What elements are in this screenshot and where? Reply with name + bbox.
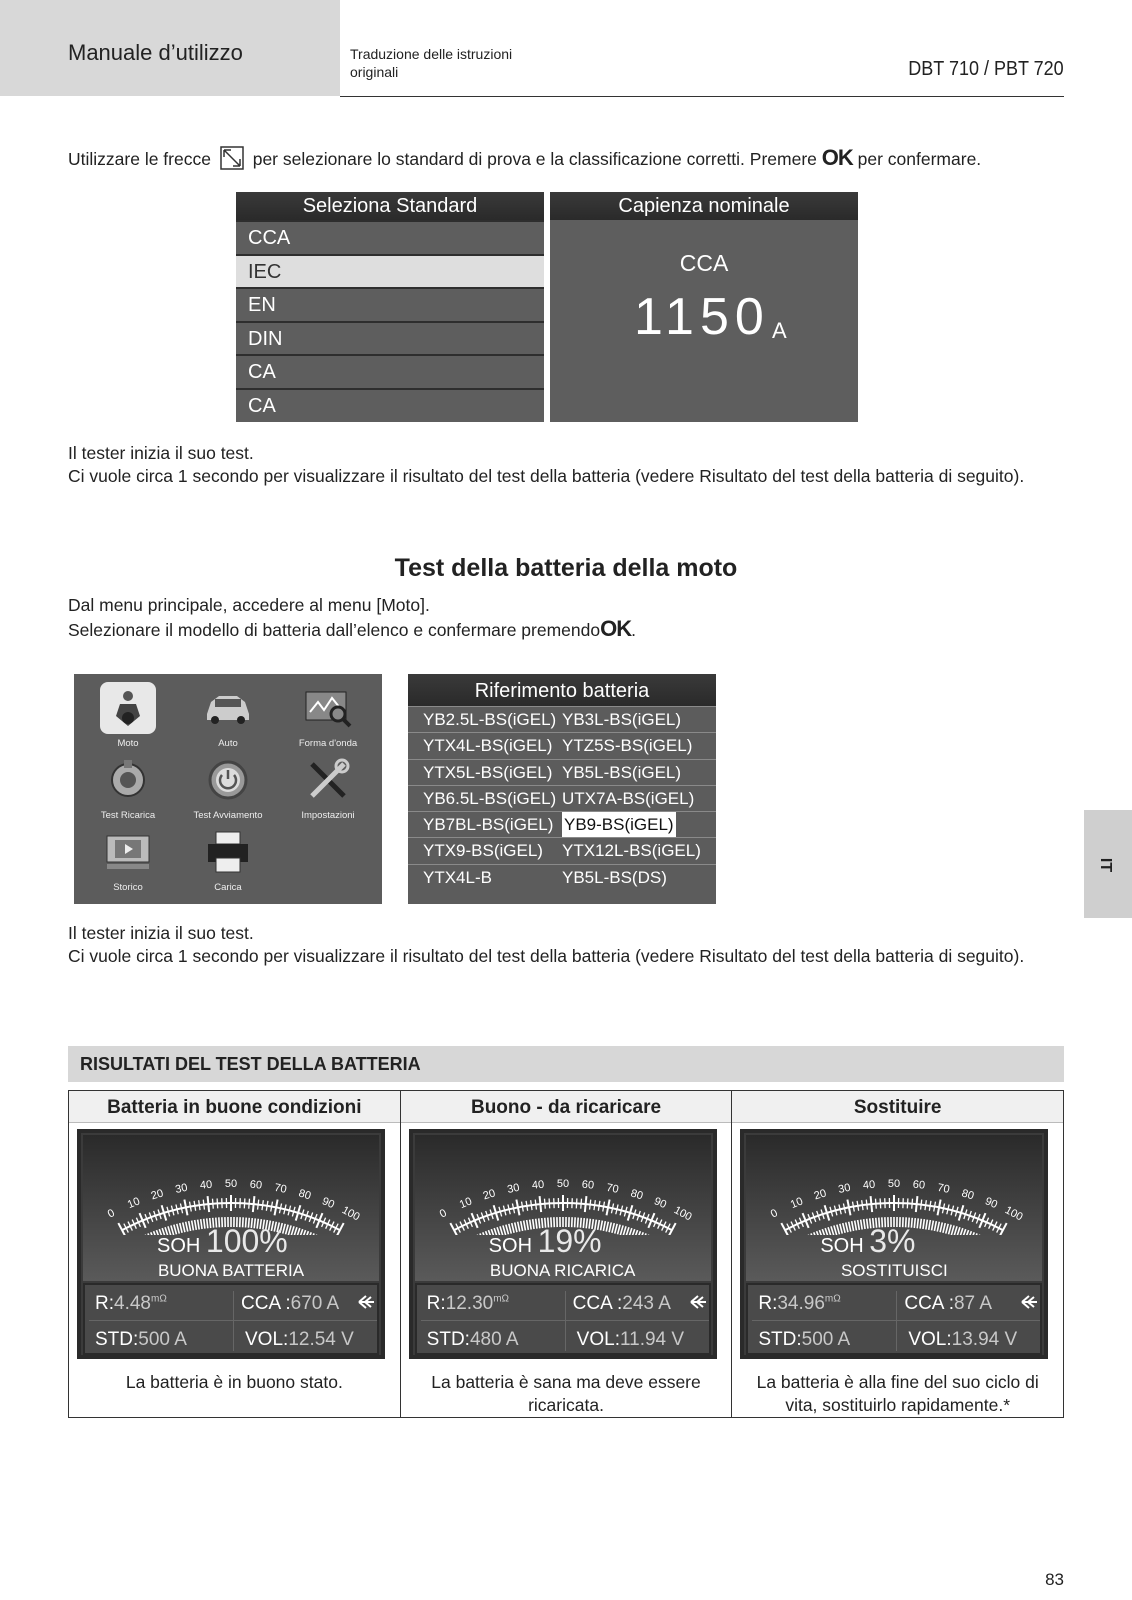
car-icon — [200, 682, 256, 734]
capacity-standard: CCA — [679, 250, 729, 276]
gauge-scale-label: 100 — [1003, 1204, 1025, 1224]
battery-reference-screen — [408, 674, 716, 904]
gauge-tick — [262, 1200, 263, 1210]
result-description: La batteria è alla fine del suo ciclo di vita, sostituirlo rapidamente.* — [756, 1372, 1039, 1415]
gauge-tick — [258, 1200, 259, 1210]
arrow-left-icon — [1020, 1294, 1038, 1310]
results-table — [68, 1090, 1064, 1418]
gauge-tick — [862, 1200, 863, 1210]
battery-status: BUONA BATTERIA — [157, 1261, 305, 1280]
battery-row — [408, 837, 716, 863]
gauge-comb-tick — [606, 1222, 608, 1232]
test-info-paragraph-1 — [68, 442, 1068, 488]
battery-option[interactable]: YB2.5L-BS(iGEL) — [423, 710, 557, 729]
gauge-scale-label: 0 — [437, 1207, 449, 1221]
moto-line1: Dal menu principale, accedere al menu [Moto]. — [68, 595, 430, 615]
result-description: La batteria è sana ma deve essere ricaricata. — [431, 1372, 701, 1415]
gauge-scale-label: 50 — [888, 1178, 901, 1190]
gauge-comb-tick — [940, 1222, 942, 1232]
voltage-value: 11.94 V — [619, 1329, 685, 1350]
battery-gauge-screen — [77, 1129, 385, 1359]
waveform-icon — [300, 682, 356, 734]
standard-screen-title: Seleziona Standard — [236, 192, 544, 220]
gauge-tick — [249, 1199, 250, 1209]
gauge-scale-label: 30 — [174, 1181, 189, 1196]
gauge-comb-tick — [614, 1224, 616, 1234]
gauge-scale-label: 50 — [224, 1178, 238, 1190]
gauge-comb-tick — [954, 1226, 957, 1235]
gauge-tick — [857, 1201, 859, 1211]
menu-label: Forma d'onda — [298, 738, 358, 749]
gauge-comb-tick — [943, 1223, 945, 1233]
motorcycle-icon — [100, 682, 156, 734]
soh-value: 3% — [869, 1223, 916, 1259]
intro-part2: per selezionare lo standard di prova e la classificazione corretti. Premere — [252, 149, 817, 169]
battery-option[interactable]: YB5L-BS(DS) — [562, 867, 667, 887]
battery-gauge-screen — [740, 1129, 1048, 1359]
gauge-tick — [580, 1199, 581, 1209]
moto-instructions — [68, 594, 1068, 642]
cca-value: 670 A — [290, 1293, 340, 1314]
gauge-tick — [539, 1196, 541, 1212]
gauge-tick — [253, 1196, 255, 1212]
moto-line2: Selezionare il modello di batteria dall’elenco e confermare premendo — [68, 620, 601, 640]
model-name: DBT 710 / PBT 720 — [908, 58, 1064, 80]
gauge-comb-tick — [935, 1221, 937, 1231]
battery-row — [408, 864, 716, 890]
menu-item-auto[interactable] — [178, 682, 278, 749]
page-number: 83 — [1045, 1570, 1064, 1589]
gauge-tick — [208, 1196, 210, 1212]
gauge-tick — [908, 1198, 909, 1208]
standard-item[interactable]: CA — [236, 388, 544, 422]
gauge-scale-label: 80 — [960, 1187, 976, 1203]
resistance-field — [427, 1293, 509, 1315]
menu-item-charge[interactable] — [178, 826, 278, 893]
gauge-tick — [594, 1200, 595, 1210]
gauge-scale-label: 20 — [481, 1187, 497, 1203]
gauge-tick — [521, 1202, 523, 1212]
main-menu-screen — [74, 674, 382, 904]
battery-option[interactable]: YTX4L-B — [423, 867, 492, 887]
gauge-comb-tick — [620, 1225, 623, 1235]
measurement-panel — [746, 1283, 1042, 1355]
test-info-line1: Il tester inizia il suo test. — [68, 923, 254, 943]
menu-item-charge-test[interactable] — [78, 754, 178, 821]
manual-title: Manuale d’utilizzo — [68, 40, 243, 65]
gauge-comb-tick — [603, 1221, 605, 1231]
result-header: Sostituire — [732, 1091, 1063, 1123]
gauge-tick — [921, 1200, 922, 1210]
menu-item-waveform[interactable] — [278, 682, 378, 749]
gauge-comb-tick — [609, 1222, 611, 1232]
battery-option[interactable]: YB3L-BS(iGEL) — [562, 710, 682, 729]
gauge-tick — [244, 1198, 245, 1208]
voltage-field — [577, 1329, 684, 1351]
resistance-value: 34.96 — [777, 1293, 825, 1314]
gauge-scale-label: 30 — [505, 1181, 521, 1196]
battery-option[interactable]: YTX4L-BS(iGEL) — [423, 736, 553, 756]
std-label: STD: — [758, 1329, 802, 1350]
capacity-unit: A — [772, 318, 787, 343]
gauge-tick — [598, 1201, 600, 1211]
std-field — [427, 1329, 519, 1351]
panel-divider — [565, 1291, 566, 1351]
gauge-tick — [585, 1196, 587, 1212]
gauge-scale-label: 20 — [813, 1187, 829, 1203]
gauge-tick — [212, 1199, 213, 1209]
gauge-scale-label: 60 — [249, 1178, 263, 1192]
battery-reference-title: Riferimento batteria — [408, 674, 716, 706]
gauge-comb-tick — [291, 1226, 294, 1235]
header-divider — [340, 96, 1064, 97]
battery-option[interactable]: YB7BL-BS(iGEL) — [423, 815, 554, 835]
header-subtitle-line2: originali — [350, 64, 399, 80]
gauge-scale-label: 50 — [556, 1178, 569, 1190]
cca-field — [904, 1293, 992, 1315]
battery-option[interactable]: YTZ5S-BS(iGEL) — [562, 736, 693, 756]
std-value: 500 A — [801, 1329, 851, 1350]
gauge-comb-tick — [612, 1223, 614, 1233]
gauge-scale-label: 100 — [339, 1204, 362, 1224]
std-field — [758, 1329, 850, 1351]
arrows-icon — [220, 146, 244, 170]
gauge-comb-tick — [923, 1219, 924, 1229]
gauge-tick — [576, 1198, 577, 1208]
std-label: STD: — [95, 1329, 139, 1350]
gauge-comb-tick — [294, 1227, 297, 1235]
cca-label: CCA : — [904, 1293, 954, 1314]
header-subtitle-line1: Traduzione delle istruzioni — [350, 46, 513, 62]
gauge-scale-label: 0 — [769, 1207, 781, 1221]
gauge-tick — [912, 1199, 913, 1209]
battery-row — [408, 811, 716, 837]
gauge-comb-tick — [926, 1220, 928, 1230]
gauge-scale-label: 0 — [105, 1207, 117, 1221]
voltage-label: VOL: — [908, 1329, 952, 1350]
soh-label: SOH — [488, 1235, 533, 1257]
gauge-tick — [190, 1202, 192, 1212]
gauge-comb-tick — [929, 1220, 931, 1230]
alternator-icon — [100, 754, 156, 806]
cca-field — [573, 1293, 671, 1315]
standard-select-screen — [236, 192, 544, 422]
gauge-comb-tick — [946, 1224, 948, 1234]
menu-label: Test Ricarica — [100, 810, 156, 821]
gauge-comb-tick — [617, 1225, 620, 1235]
resistance-unit: mΩ — [150, 1293, 167, 1305]
voltage-label: VOL: — [576, 1329, 620, 1350]
capacity-value: 1150 — [634, 288, 770, 346]
result-header: Batteria in buone condizioni — [69, 1091, 400, 1123]
standard-item[interactable]: DIN — [236, 321, 544, 355]
capacity-screen-title: Capienza nominale — [550, 192, 858, 220]
battery-status: SOSTITUISCI — [840, 1261, 948, 1280]
std-value: 480 A — [469, 1329, 519, 1350]
menu-label: Impostazioni — [301, 810, 355, 821]
battery-row — [408, 785, 716, 811]
result-column — [401, 1091, 733, 1417]
language-tab — [1084, 810, 1132, 918]
gauge-scale-label: 90 — [320, 1195, 337, 1212]
cca-field — [241, 1293, 339, 1315]
gauge-scale — [83, 1135, 379, 1235]
gauge-tick — [930, 1201, 932, 1211]
battery-row — [408, 706, 716, 732]
arrow-left-icon — [357, 1294, 375, 1310]
result-column — [732, 1091, 1063, 1417]
resistance-label: R: — [758, 1293, 778, 1314]
gauge-tick — [194, 1201, 196, 1211]
resistance-unit: mΩ — [824, 1293, 841, 1305]
voltage-value: 12.54 V — [288, 1329, 354, 1350]
resistance-value: 4.48 — [114, 1293, 151, 1314]
gauge-tick — [853, 1202, 855, 1212]
gauge-scale — [415, 1135, 711, 1235]
gauge-comb-tick — [920, 1219, 921, 1229]
battery-option-selected[interactable]: YB9-BS(iGEL) — [562, 812, 676, 837]
gauge-tick — [203, 1200, 204, 1210]
test-info-line1: Il tester inizia il suo test. — [68, 443, 254, 463]
intro-part1: Utilizzare le frecce — [68, 149, 211, 169]
soh-readout — [157, 1223, 288, 1260]
resistance-unit: mΩ — [493, 1293, 510, 1305]
gauge-scale — [746, 1135, 1042, 1235]
cca-value: 87 A — [953, 1293, 993, 1314]
gauge-tick — [544, 1199, 545, 1209]
measurement-panel — [415, 1283, 711, 1355]
gauge-tick — [549, 1198, 550, 1208]
gauge-scale-label: 10 — [789, 1195, 806, 1212]
battery-option[interactable]: UTX7A-BS(iGEL) — [562, 788, 695, 808]
soh-readout — [489, 1223, 602, 1260]
gauge-tick — [602, 1202, 604, 1212]
section-title: Test della batteria della moto — [394, 554, 738, 582]
battery-row — [408, 732, 716, 758]
std-value: 500 A — [138, 1329, 187, 1350]
gauge-scale-label: 10 — [457, 1195, 474, 1212]
test-info-paragraph-2 — [68, 922, 1068, 968]
gauge-tick — [867, 1200, 868, 1210]
panel-divider — [896, 1291, 897, 1351]
test-info-line2: Ci vuole circa 1 secondo per visualizzare il risultato del test della batteria (vedere Risultato del test della batteria di seguito). — [68, 466, 1025, 486]
battery-gauge-screen — [409, 1129, 717, 1359]
gauge-tick — [876, 1199, 877, 1209]
menu-label: Storico — [113, 882, 143, 893]
gauge-comb-tick — [932, 1221, 934, 1231]
menu-label: Moto — [117, 738, 139, 749]
panel-divider — [421, 1320, 709, 1321]
test-info-line2: Ci vuole circa 1 secondo per visualizzare il risultato del test della batteria (vedere Risultato del test della batteria di seguito). — [68, 946, 1025, 966]
header-subtitle — [350, 45, 512, 81]
gauge-scale-label: 60 — [912, 1178, 926, 1192]
gauge-scale-label: 90 — [983, 1195, 1000, 1212]
panel-divider — [233, 1291, 234, 1351]
gauge-scale-label: 100 — [671, 1204, 694, 1224]
battery-option[interactable]: YB5L-BS(iGEL) — [562, 762, 682, 782]
gauge-scale-label: 60 — [580, 1178, 595, 1192]
gauge-tick — [271, 1202, 273, 1212]
battery-option[interactable]: YTX5L-BS(iGEL) — [423, 762, 553, 782]
resistance-field — [95, 1293, 167, 1315]
gauge-tick — [217, 1198, 218, 1208]
battery-row — [408, 759, 716, 785]
results-title: RISULTATI DEL TEST DELLA BATTERIA — [68, 1046, 1064, 1082]
gauge-comb-tick — [288, 1225, 291, 1235]
gauge-comb-tick — [918, 1218, 919, 1228]
gauge-tick — [916, 1196, 918, 1212]
soh-label: SOH — [157, 1235, 201, 1257]
menu-item-moto[interactable] — [78, 682, 178, 749]
gauge-tick — [266, 1201, 268, 1211]
soh-readout — [820, 1223, 915, 1260]
tools-icon — [300, 754, 356, 806]
battery-option[interactable]: YTX12L-BS(iGEL) — [562, 841, 701, 861]
film-icon — [100, 826, 156, 878]
cca-value: 243 A — [622, 1293, 671, 1314]
gauge-tick — [535, 1200, 536, 1210]
voltage-field — [908, 1329, 1017, 1351]
gauge-scale-label: 70 — [605, 1181, 620, 1196]
gauge-comb-tick — [623, 1226, 626, 1235]
standard-item-selected[interactable]: IEC — [236, 254, 544, 288]
gauge-scale-label: 40 — [199, 1178, 213, 1192]
gauge-tick — [934, 1202, 936, 1212]
battery-option[interactable]: YTX9-BS(iGEL) — [423, 841, 543, 861]
gauge-scale-label: 70 — [936, 1181, 952, 1196]
battery-status: BUONA RICARICA — [489, 1261, 636, 1280]
result-header: Buono - da ricaricare — [401, 1091, 732, 1123]
gauge-scale-label: 10 — [125, 1195, 142, 1212]
standard-item[interactable]: EN — [236, 287, 544, 321]
gauge-scale-label: 70 — [273, 1181, 288, 1196]
gauge-tick — [530, 1200, 531, 1210]
power-button-icon — [200, 754, 256, 806]
gauge-tick — [589, 1200, 590, 1210]
standard-item[interactable]: CA — [236, 354, 544, 388]
standard-item[interactable]: CCA — [236, 220, 544, 254]
std-label: STD: — [426, 1329, 470, 1350]
gauge-tick — [526, 1201, 528, 1211]
printer-icon — [200, 826, 256, 878]
menu-item-start-test[interactable] — [178, 754, 278, 821]
gauge-scale-label: 30 — [837, 1181, 852, 1196]
gauge-scale-label: 80 — [628, 1187, 644, 1203]
gauge-tick — [871, 1196, 873, 1212]
menu-item-history[interactable] — [78, 826, 178, 893]
measurement-panel — [83, 1283, 379, 1355]
battery-option[interactable]: YB6.5L-BS(iGEL) — [423, 788, 557, 808]
gauge-scale-label: 80 — [297, 1187, 313, 1203]
result-description: La batteria è in buono stato. — [125, 1372, 343, 1392]
intro-paragraph — [68, 146, 1068, 171]
gauge-scale-label: 40 — [531, 1178, 545, 1192]
soh-label: SOH — [820, 1235, 864, 1257]
gauge-comb-tick — [949, 1225, 952, 1235]
voltage-field — [245, 1329, 354, 1351]
gauge-tick — [199, 1200, 200, 1210]
moto-line2-end: . — [631, 620, 636, 640]
gauge-scale-label: 40 — [862, 1178, 877, 1192]
gauge-tick — [880, 1198, 881, 1208]
resistance-label: R: — [95, 1293, 114, 1314]
menu-label: Auto — [218, 738, 238, 749]
gauge-comb-tick — [626, 1227, 629, 1235]
gauge-tick — [925, 1200, 926, 1210]
intro-part3: per confermare. — [857, 149, 982, 169]
resistance-value: 12.30 — [445, 1293, 494, 1314]
voltage-value: 13.94 V — [951, 1329, 1018, 1350]
resistance-label: R: — [426, 1293, 446, 1314]
gauge-comb-tick — [957, 1227, 960, 1235]
ok-key-label: OK — [821, 145, 853, 170]
result-column — [69, 1091, 401, 1417]
resistance-field — [758, 1293, 840, 1315]
menu-label: Carica — [214, 882, 242, 893]
gauge-comb-tick — [952, 1225, 955, 1235]
gauge-scale-label: 20 — [149, 1187, 165, 1203]
language-tab-label: IT — [1097, 857, 1115, 873]
ok-key-label: OK — [600, 616, 632, 641]
soh-value: 19% — [537, 1223, 602, 1259]
std-field — [95, 1329, 187, 1351]
panel-divider — [752, 1320, 1040, 1321]
voltage-label: VOL: — [245, 1329, 289, 1350]
capacity-screen — [550, 192, 858, 422]
cca-label: CCA : — [572, 1293, 623, 1314]
panel-divider — [89, 1320, 377, 1321]
soh-value: 100% — [205, 1223, 288, 1259]
gauge-comb-tick — [938, 1222, 940, 1232]
menu-label: Test Avviamento — [193, 810, 263, 821]
cca-label: CCA : — [241, 1293, 291, 1314]
gauge-scale-label: 90 — [651, 1195, 668, 1212]
arrow-left-icon — [689, 1294, 707, 1310]
menu-item-settings[interactable] — [278, 754, 378, 821]
